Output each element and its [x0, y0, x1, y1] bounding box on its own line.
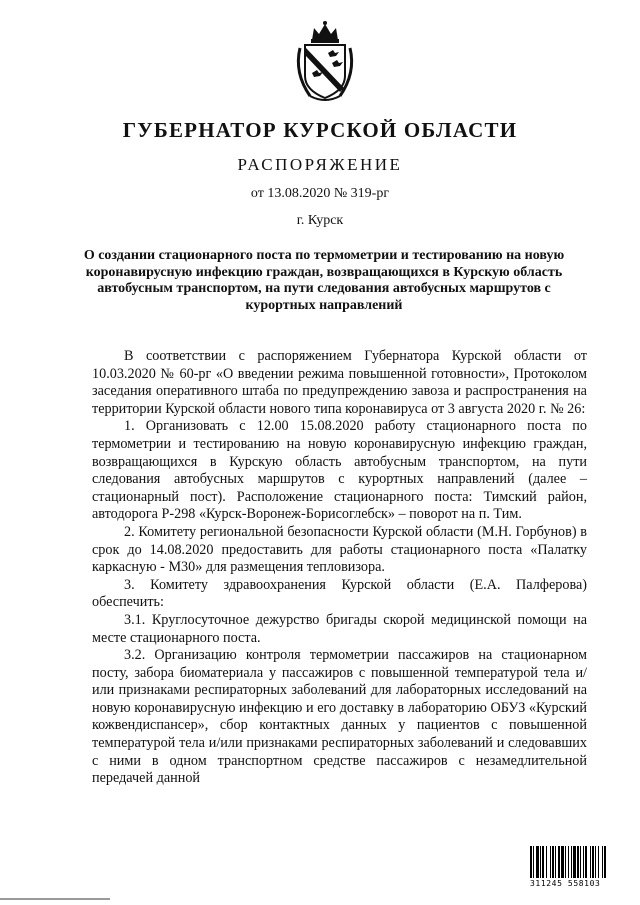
item-paragraph-3-2: 3.2. Организацию контроля термометрии пассажиров на стационарном посту, забора биоматериала у пассажиров с повышенной температурой тела и/или признаками респираторных заболеваний для лабораторных исследований на новую коронавирусную инфекцию и его доставку в лабораторию ОБУЗ «Курский кожвендиспансер», сбор контактных данных у пациентов с повышенной температурой тела и/или признаками респираторных заболеваний и следовавших с ними в одном транспортном средстве пассажиров с незамедлительной передачей данной [92, 647, 587, 787]
item-paragraph-3: 3. Комитету здравоохранения Курской области (Е.А. Палферова) обеспечить: [92, 576, 587, 611]
barcode-number: 311245 558103 [530, 879, 601, 888]
preamble-paragraph: В соответствии с распоряжением Губернатора Курской области от 10.03.2020 № 60-рг «О введении режима повышенной готовности», Протоколом заседания оперативного штаба по предупреждению завоза и распространения на территории Курской области нового типа коронавируса от 3 августа 2020 г. № 26: [92, 348, 587, 417]
item-paragraph-3-1: 3.1. Круглосуточное дежурство бригады скорой медицинской помощи на месте стационарного поста. [92, 611, 587, 646]
document-barcode [530, 846, 620, 890]
coat-of-arms-emblem [292, 18, 358, 104]
item-paragraph-2: 2. Комитету региональной безопасности Курской области (М.Н. Горбунов) в срок до 14.08.2020 предоставить для работы стационарного поста «Палатку каркасную - М30» для размещения тепловизора. [92, 523, 587, 576]
document-type-heading: РАСПОРЯЖЕНИЕ [237, 155, 403, 174]
issuing-authority-heading: ГУБЕРНАТОР КУРСКОЙ ОБЛАСТИ [122, 118, 518, 142]
document-date-number: от 13.08.2020 № 319-рг [250, 186, 390, 201]
document-city: г. Курск [296, 213, 344, 228]
item-paragraph-1: 1. Организовать с 12.00 15.08.2020 работу стационарного поста по термометрии и тестированию на новую коронавирусную инфекцию граждан, возвращающихся в Курскую область автобусным транспортом, на пути следования автобусных маршрутов с курортных направлений (далее – стационарный пост). Расположение стационарного поста: Тимский район, автодорога Р-298 «Курск-Воронеж-Борисоглебск» – поворот на п. Тим. [92, 418, 587, 523]
coat-of-arms-icon [292, 18, 358, 104]
barcode-bar [606, 846, 607, 878]
document-body [92, 348, 587, 788]
page-edge-mark [0, 898, 110, 900]
document-title: О создании стационарного поста по термометрии и тестированию на новую коронавирусную инфекцию граждан, возвращающихся в Курскую область автобусным транспортом, на пути следования автобусных маршрутов с курортных направлений [83, 248, 565, 313]
barcode-bars [530, 846, 620, 878]
